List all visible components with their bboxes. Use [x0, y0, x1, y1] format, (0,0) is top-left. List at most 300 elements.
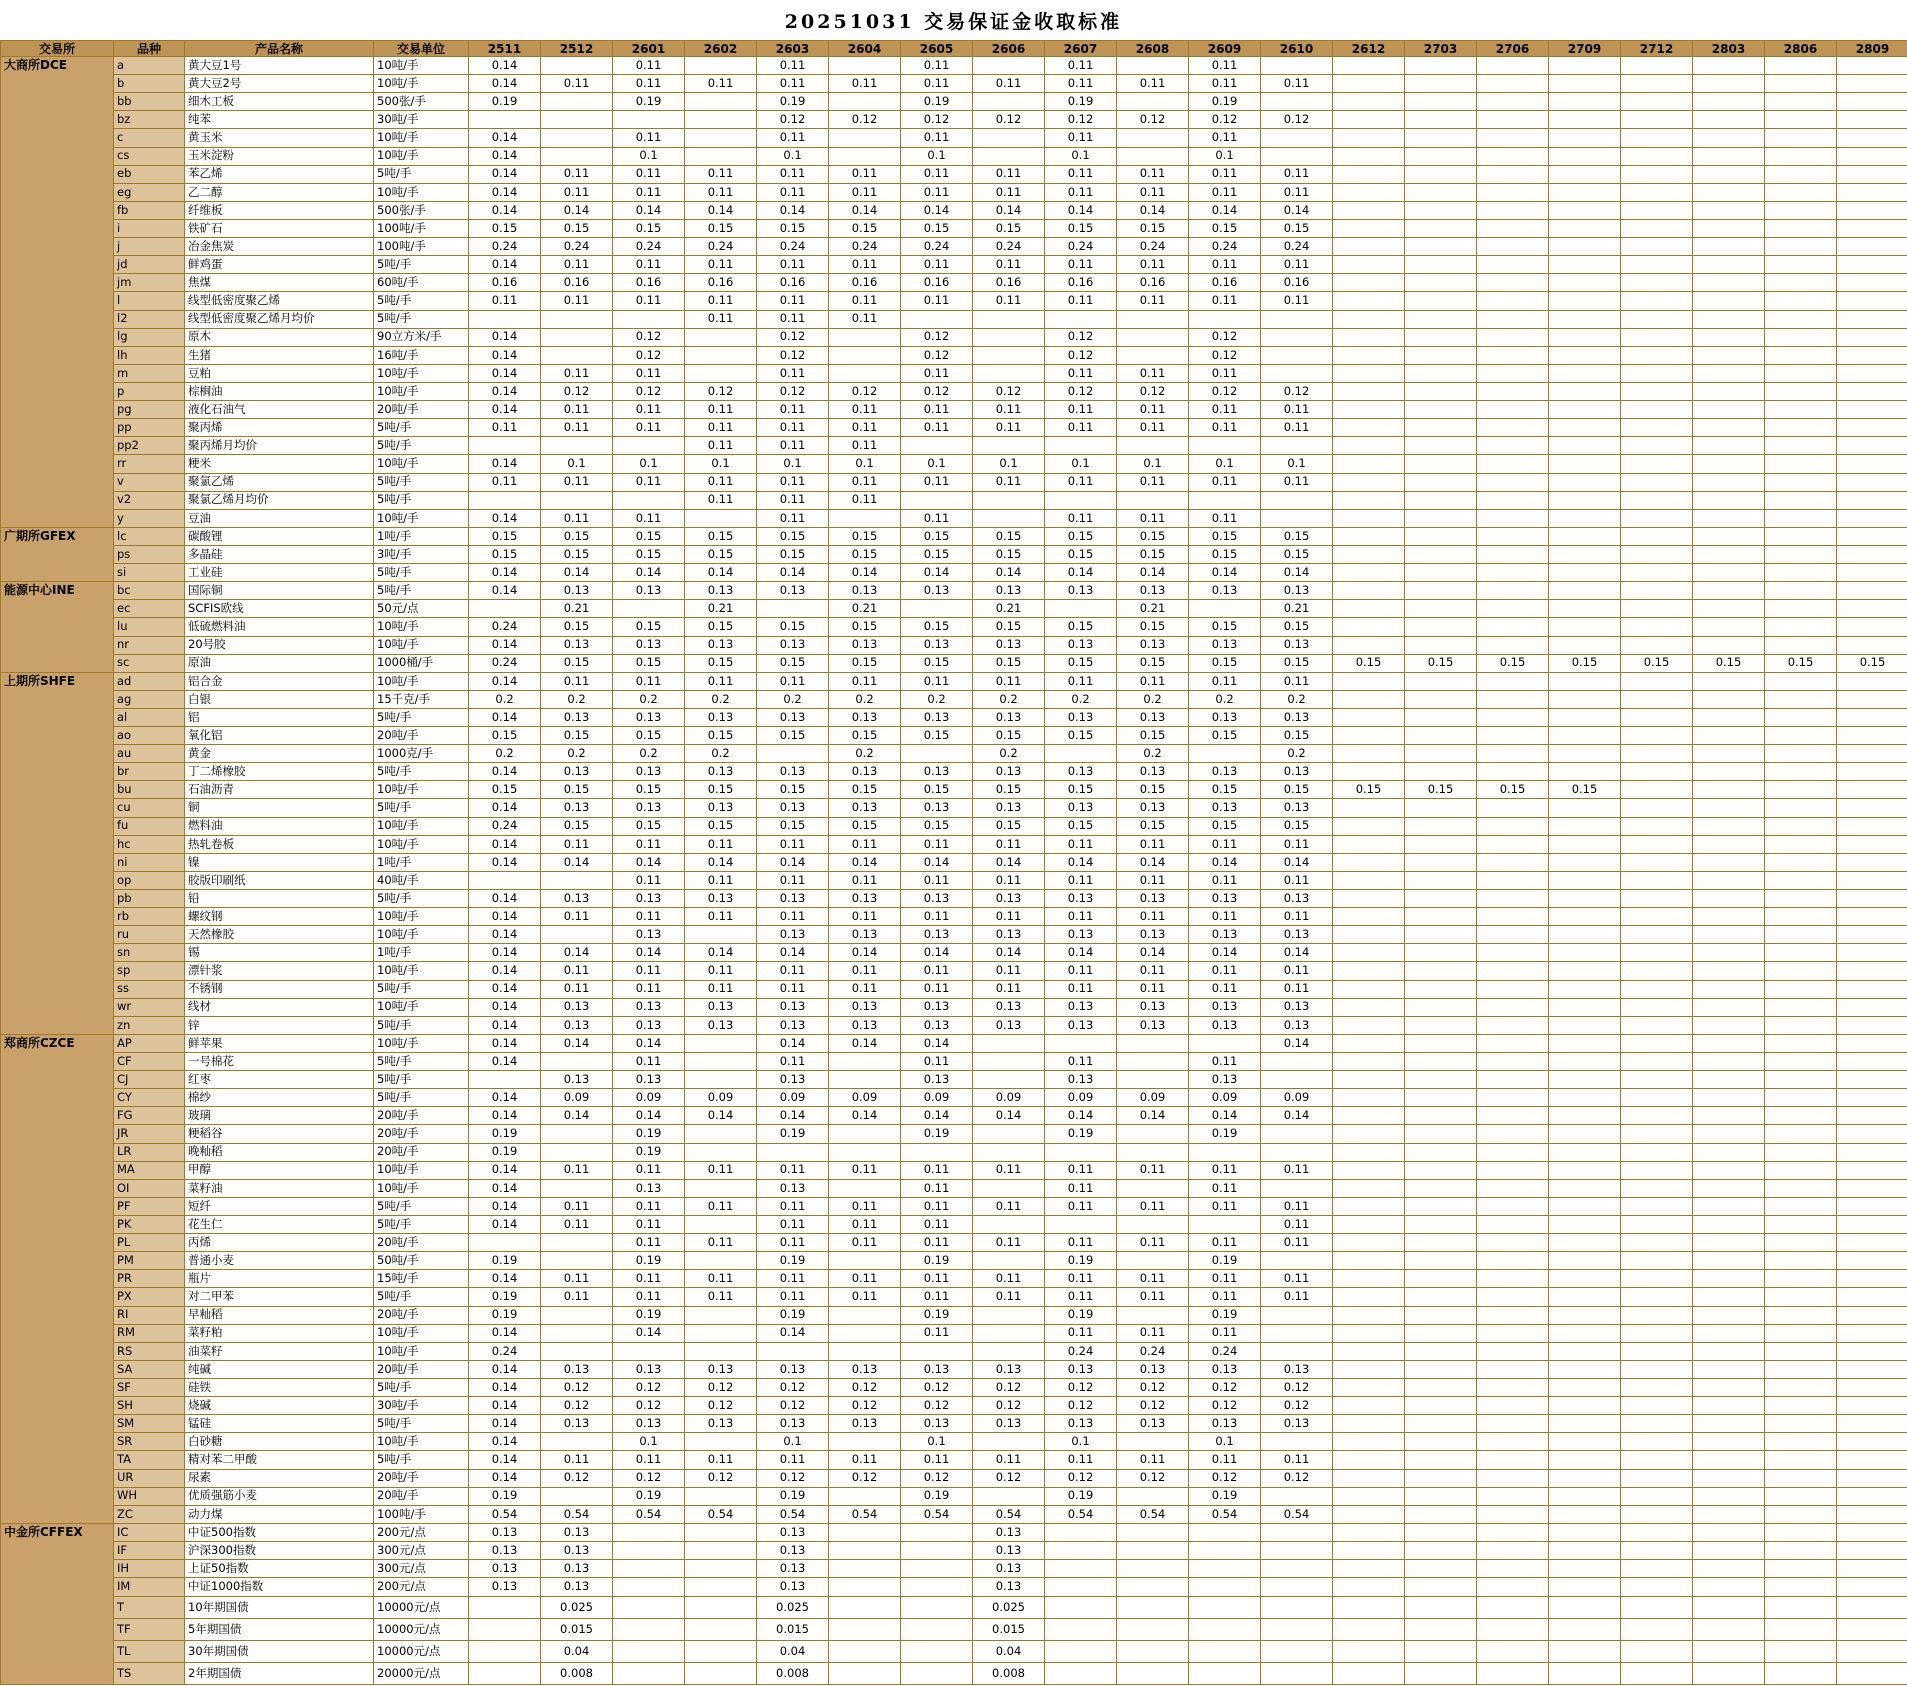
- margin-value-cell: [1693, 491, 1765, 509]
- margin-value-cell: [1765, 1597, 1837, 1619]
- margin-value-cell: 0.12: [1045, 111, 1117, 129]
- margin-value-cell: 0.16: [973, 274, 1045, 292]
- margin-value-cell: 0.2: [901, 690, 973, 708]
- margin-value-cell: [1621, 310, 1693, 328]
- margin-value-cell: 0.13: [613, 890, 685, 908]
- margin-value-cell: [1477, 1397, 1549, 1415]
- product-code-cell: AP: [114, 1034, 185, 1052]
- margin-value-cell: 0.11: [1261, 962, 1333, 980]
- margin-value-cell: [1765, 1619, 1837, 1641]
- table-row: [1, 1234, 1907, 1252]
- table-row: [1, 165, 1907, 183]
- margin-value-cell: [1621, 853, 1693, 871]
- margin-value-cell: 0.13: [613, 582, 685, 600]
- product-name-cell: 锌: [185, 1016, 374, 1034]
- margin-value-cell: 0.14: [613, 1324, 685, 1342]
- margin-value-cell: 0.54: [541, 1505, 613, 1523]
- margin-value-cell: [1117, 1641, 1189, 1663]
- margin-value-cell: [1477, 310, 1549, 328]
- trade-unit-cell: 300元/点: [374, 1541, 469, 1559]
- margin-value-cell: 0.11: [901, 1270, 973, 1288]
- margin-value-cell: 0.1: [757, 1433, 829, 1451]
- margin-value-cell: [685, 129, 757, 147]
- margin-value-cell: [1837, 419, 1907, 437]
- margin-value-cell: [1045, 1034, 1117, 1052]
- margin-value-cell: 0.11: [757, 75, 829, 93]
- table-row: [1, 1469, 1907, 1487]
- margin-value-cell: 0.11: [901, 364, 973, 382]
- margin-value-cell: [1765, 1071, 1837, 1089]
- product-name-cell: 棉纱: [185, 1089, 374, 1107]
- margin-value-cell: 0.14: [829, 1034, 901, 1052]
- trade-unit-cell: 15吨/手: [374, 1270, 469, 1288]
- margin-value-cell: [1117, 1252, 1189, 1270]
- margin-value-cell: [1333, 1397, 1405, 1415]
- margin-value-cell: [1693, 690, 1765, 708]
- margin-value-cell: 0.11: [829, 183, 901, 201]
- margin-value-cell: [469, 1619, 541, 1641]
- margin-value-cell: [1837, 274, 1907, 292]
- margin-value-cell: [1477, 1378, 1549, 1396]
- product-code-cell: sp: [114, 962, 185, 980]
- margin-value-cell: [1405, 980, 1477, 998]
- margin-value-cell: 0.11: [1045, 292, 1117, 310]
- margin-value-cell: [1333, 57, 1405, 75]
- margin-value-cell: [1765, 817, 1837, 835]
- margin-value-cell: [1261, 1523, 1333, 1541]
- margin-value-cell: [757, 745, 829, 763]
- product-code-cell: SF: [114, 1378, 185, 1396]
- margin-value-cell: [1405, 1342, 1477, 1360]
- trade-unit-cell: 10吨/手: [374, 147, 469, 165]
- margin-value-cell: [613, 491, 685, 509]
- margin-value-cell: 0.15: [1189, 219, 1261, 237]
- margin-value-cell: [1477, 980, 1549, 998]
- margin-value-cell: [1333, 1270, 1405, 1288]
- margin-value-cell: [685, 509, 757, 527]
- margin-value-cell: 0.11: [901, 165, 973, 183]
- product-name-cell: 粳稻谷: [185, 1125, 374, 1143]
- margin-value-cell: [1333, 980, 1405, 998]
- margin-value-cell: [1837, 1143, 1907, 1161]
- margin-value-cell: [1333, 998, 1405, 1016]
- product-code-cell: al: [114, 708, 185, 726]
- margin-value-cell: [1477, 1433, 1549, 1451]
- margin-value-cell: [1549, 980, 1621, 998]
- margin-value-cell: 0.13: [685, 1415, 757, 1433]
- margin-value-cell: [1693, 1216, 1765, 1234]
- margin-value-cell: [1405, 1306, 1477, 1324]
- margin-value-cell: 0.15: [1117, 219, 1189, 237]
- margin-value-cell: [541, 1306, 613, 1324]
- margin-value-cell: 0.19: [613, 1143, 685, 1161]
- margin-value-cell: 0.015: [973, 1619, 1045, 1641]
- margin-value-cell: [613, 437, 685, 455]
- margin-value-cell: [1837, 292, 1907, 310]
- margin-value-cell: [1405, 401, 1477, 419]
- margin-value-cell: [1765, 708, 1837, 726]
- margin-value-cell: 0.13: [829, 1360, 901, 1378]
- product-name-cell: 花生仁: [185, 1216, 374, 1234]
- product-name-cell: 燃料油: [185, 817, 374, 835]
- margin-value-cell: [1117, 1306, 1189, 1324]
- margin-value-cell: [1765, 1433, 1837, 1451]
- margin-value-cell: [1333, 1541, 1405, 1559]
- margin-value-cell: 0.11: [541, 75, 613, 93]
- margin-value-cell: [1693, 219, 1765, 237]
- margin-value-cell: [1333, 582, 1405, 600]
- margin-value-cell: [1549, 962, 1621, 980]
- trade-unit-cell: 10吨/手: [374, 57, 469, 75]
- trade-unit-cell: 500张/手: [374, 93, 469, 111]
- margin-value-cell: [1333, 1324, 1405, 1342]
- margin-value-cell: 0.11: [1045, 129, 1117, 147]
- margin-value-cell: 0.14: [613, 201, 685, 219]
- product-name-cell: 细木工板: [185, 93, 374, 111]
- margin-value-cell: 0.15: [1549, 781, 1621, 799]
- margin-value-cell: 0.13: [541, 1541, 613, 1559]
- margin-value-cell: 0.12: [757, 346, 829, 364]
- margin-value-cell: 0.54: [901, 1505, 973, 1523]
- margin-value-cell: [541, 93, 613, 111]
- margin-value-cell: [1837, 1360, 1907, 1378]
- margin-value-cell: [685, 1641, 757, 1663]
- margin-value-cell: 0.14: [469, 962, 541, 980]
- margin-value-cell: 0.13: [1117, 708, 1189, 726]
- margin-value-cell: [1837, 1216, 1907, 1234]
- margin-value-cell: [973, 1143, 1045, 1161]
- margin-value-cell: 0.14: [1261, 1034, 1333, 1052]
- product-code-cell: op: [114, 871, 185, 889]
- product-name-cell: 不锈钢: [185, 980, 374, 998]
- table-row: [1, 1288, 1907, 1306]
- margin-value-cell: [1693, 364, 1765, 382]
- margin-value-cell: [613, 1641, 685, 1663]
- margin-value-cell: 0.2: [685, 690, 757, 708]
- margin-value-cell: [1693, 328, 1765, 346]
- margin-value-cell: [685, 1252, 757, 1270]
- table-row: [1, 908, 1907, 926]
- margin-value-cell: 0.14: [1261, 853, 1333, 871]
- product-code-cell: ss: [114, 980, 185, 998]
- margin-value-cell: 0.11: [901, 1234, 973, 1252]
- margin-value-cell: [1765, 1197, 1837, 1215]
- product-name-cell: 中证500指数: [185, 1523, 374, 1541]
- margin-value-cell: 0.13: [901, 1360, 973, 1378]
- margin-value-cell: [1477, 491, 1549, 509]
- table-row: [1, 890, 1907, 908]
- margin-value-cell: [1693, 437, 1765, 455]
- margin-value-cell: 0.19: [1189, 1306, 1261, 1324]
- product-code-cell: au: [114, 745, 185, 763]
- product-name-cell: 铅: [185, 890, 374, 908]
- margin-value-cell: [1117, 1053, 1189, 1071]
- product-code-cell: eg: [114, 183, 185, 201]
- margin-value-cell: [1333, 1234, 1405, 1252]
- margin-value-cell: [1837, 1541, 1907, 1559]
- margin-value-cell: 0.13: [973, 1360, 1045, 1378]
- margin-value-cell: 0.11: [1045, 1179, 1117, 1197]
- margin-value-cell: [1621, 1342, 1693, 1360]
- margin-value-cell: [1117, 1541, 1189, 1559]
- table-row: [1, 1560, 1907, 1578]
- margin-value-cell: 0.13: [757, 582, 829, 600]
- margin-value-cell: [1405, 328, 1477, 346]
- margin-value-cell: [1693, 401, 1765, 419]
- margin-value-cell: [1261, 491, 1333, 509]
- margin-value-cell: 0.13: [1189, 1360, 1261, 1378]
- margin-value-cell: 0.21: [829, 600, 901, 618]
- margin-value-cell: 0.19: [469, 1487, 541, 1505]
- margin-value-cell: [1837, 690, 1907, 708]
- margin-value-cell: [1837, 1597, 1907, 1619]
- margin-value-cell: 0.11: [613, 1451, 685, 1469]
- margin-value-cell: 0.15: [685, 219, 757, 237]
- margin-value-cell: 0.11: [1045, 1270, 1117, 1288]
- margin-value-cell: [829, 1433, 901, 1451]
- product-code-cell: RM: [114, 1324, 185, 1342]
- margin-value-cell: 0.14: [613, 853, 685, 871]
- product-code-cell: ag: [114, 690, 185, 708]
- margin-value-cell: [469, 1597, 541, 1619]
- column-header: 2607: [1045, 41, 1117, 57]
- margin-value-cell: [1261, 1487, 1333, 1505]
- margin-value-cell: 0.12: [829, 382, 901, 400]
- margin-value-cell: 0.11: [541, 165, 613, 183]
- trade-unit-cell: 5吨/手: [374, 1089, 469, 1107]
- margin-value-cell: [973, 147, 1045, 165]
- margin-value-cell: [1477, 1469, 1549, 1487]
- margin-value-cell: [1693, 455, 1765, 473]
- margin-value-cell: [685, 1071, 757, 1089]
- margin-value-cell: 0.11: [901, 1053, 973, 1071]
- margin-value-cell: 0.11: [1189, 835, 1261, 853]
- margin-value-cell: 0.13: [613, 1071, 685, 1089]
- margin-value-cell: 0.11: [613, 835, 685, 853]
- margin-value-cell: 0.12: [613, 346, 685, 364]
- trade-unit-cell: 5吨/手: [374, 1288, 469, 1306]
- margin-value-cell: [1477, 1451, 1549, 1469]
- margin-value-cell: 0.11: [973, 1234, 1045, 1252]
- margin-value-cell: 0.11: [1189, 1288, 1261, 1306]
- margin-value-cell: [685, 1216, 757, 1234]
- margin-value-cell: [1117, 310, 1189, 328]
- margin-value-cell: [1549, 75, 1621, 93]
- margin-value-cell: [1477, 1487, 1549, 1505]
- margin-value-cell: [1549, 1578, 1621, 1597]
- margin-value-cell: [1477, 727, 1549, 745]
- margin-value-cell: [1477, 690, 1549, 708]
- product-name-cell: 天然橡胶: [185, 926, 374, 944]
- margin-value-cell: [541, 346, 613, 364]
- margin-value-cell: [1693, 1451, 1765, 1469]
- product-code-cell: p: [114, 382, 185, 400]
- margin-value-cell: 0.11: [1117, 292, 1189, 310]
- margin-value-cell: 0.11: [757, 871, 829, 889]
- product-code-cell: ru: [114, 926, 185, 944]
- margin-value-cell: [1117, 1578, 1189, 1597]
- margin-value-cell: [1261, 437, 1333, 455]
- margin-value-cell: 0.14: [469, 708, 541, 726]
- margin-value-cell: 0.11: [1261, 980, 1333, 998]
- margin-value-cell: 0.13: [1117, 799, 1189, 817]
- margin-value-cell: 0.15: [901, 781, 973, 799]
- table-row: [1, 1523, 1907, 1541]
- margin-value-cell: 0.11: [757, 509, 829, 527]
- margin-value-cell: 0.11: [1189, 473, 1261, 491]
- margin-value-cell: 0.11: [1117, 1197, 1189, 1215]
- margin-value-cell: [1333, 165, 1405, 183]
- margin-value-cell: 0.11: [1117, 401, 1189, 419]
- product-code-cell: bb: [114, 93, 185, 111]
- table-row: [1, 382, 1907, 400]
- margin-value-cell: 0.14: [469, 1324, 541, 1342]
- margin-value-cell: [829, 1306, 901, 1324]
- margin-value-cell: [469, 491, 541, 509]
- margin-value-cell: [1117, 147, 1189, 165]
- margin-value-cell: [1549, 708, 1621, 726]
- margin-value-cell: [1333, 1288, 1405, 1306]
- margin-value-cell: 0.15: [469, 219, 541, 237]
- margin-value-cell: [1765, 618, 1837, 636]
- product-name-cell: SCFIS欧线: [185, 600, 374, 618]
- margin-value-cell: 0.11: [901, 980, 973, 998]
- margin-value-cell: [1621, 1578, 1693, 1597]
- trade-unit-cell: 200元/点: [374, 1578, 469, 1597]
- margin-value-cell: [1405, 636, 1477, 654]
- margin-value-cell: [1117, 57, 1189, 75]
- margin-value-cell: 0.11: [757, 364, 829, 382]
- margin-value-cell: [1405, 1216, 1477, 1234]
- margin-value-cell: 0.15: [901, 654, 973, 672]
- margin-value-cell: 0.15: [685, 654, 757, 672]
- table-row: [1, 654, 1907, 672]
- margin-value-cell: 0.11: [1189, 292, 1261, 310]
- margin-value-cell: [973, 509, 1045, 527]
- margin-value-cell: [1837, 1433, 1907, 1451]
- margin-value-cell: [1693, 1161, 1765, 1179]
- margin-value-cell: [1837, 111, 1907, 129]
- margin-value-cell: 0.2: [613, 690, 685, 708]
- margin-value-cell: [1405, 238, 1477, 256]
- margin-value-cell: 0.11: [1261, 419, 1333, 437]
- margin-value-cell: 0.11: [1117, 1270, 1189, 1288]
- margin-value-cell: 0.11: [829, 672, 901, 690]
- margin-value-cell: [1621, 1197, 1693, 1215]
- margin-value-cell: [1333, 962, 1405, 980]
- margin-value-cell: [1405, 926, 1477, 944]
- margin-value-cell: 0.12: [901, 1397, 973, 1415]
- margin-value-cell: [1045, 1641, 1117, 1663]
- margin-value-cell: 0.11: [757, 980, 829, 998]
- margin-value-cell: [1477, 1578, 1549, 1597]
- margin-value-cell: 0.13: [757, 1578, 829, 1597]
- margin-value-cell: 0.015: [541, 1619, 613, 1641]
- table-row: [1, 419, 1907, 437]
- margin-value-cell: [1837, 491, 1907, 509]
- margin-value-cell: 0.14: [757, 944, 829, 962]
- margin-value-cell: [1837, 527, 1907, 545]
- margin-value-cell: [1765, 129, 1837, 147]
- margin-value-cell: [1333, 763, 1405, 781]
- margin-value-cell: 0.13: [541, 636, 613, 654]
- margin-value-cell: 0.11: [757, 835, 829, 853]
- margin-value-cell: [1189, 1523, 1261, 1541]
- table-row: [1, 1324, 1907, 1342]
- margin-value-cell: 0.24: [541, 238, 613, 256]
- trade-unit-cell: 10吨/手: [374, 1433, 469, 1451]
- margin-value-cell: 0.15: [1261, 527, 1333, 545]
- margin-value-cell: 0.11: [1045, 1324, 1117, 1342]
- margin-value-cell: 0.13: [757, 1071, 829, 1089]
- table-row: [1, 310, 1907, 328]
- margin-value-cell: [1405, 1541, 1477, 1559]
- margin-value-cell: 0.1: [1189, 455, 1261, 473]
- margin-value-cell: 0.13: [973, 1578, 1045, 1597]
- margin-value-cell: [1405, 1578, 1477, 1597]
- margin-value-cell: [1045, 745, 1117, 763]
- margin-value-cell: 0.11: [1117, 871, 1189, 889]
- product-code-cell: cu: [114, 799, 185, 817]
- margin-value-cell: [1765, 328, 1837, 346]
- margin-value-cell: [1693, 1433, 1765, 1451]
- margin-value-cell: [1621, 1161, 1693, 1179]
- margin-value-cell: 0.11: [1189, 1053, 1261, 1071]
- margin-value-cell: [685, 1523, 757, 1541]
- margin-value-cell: [1837, 346, 1907, 364]
- margin-value-cell: 0.12: [757, 111, 829, 129]
- margin-value-cell: 0.14: [1117, 944, 1189, 962]
- margin-value-cell: [1405, 1433, 1477, 1451]
- margin-value-cell: 0.15: [1045, 545, 1117, 563]
- margin-value-cell: [1405, 1016, 1477, 1034]
- margin-value-cell: 0.11: [757, 1216, 829, 1234]
- margin-value-cell: [1549, 1161, 1621, 1179]
- margin-value-cell: [1333, 1433, 1405, 1451]
- margin-value-cell: [1837, 1523, 1907, 1541]
- margin-value-cell: 0.11: [901, 672, 973, 690]
- margin-value-cell: 0.14: [757, 853, 829, 871]
- trade-unit-cell: 10吨/手: [374, 618, 469, 636]
- margin-value-cell: [1405, 998, 1477, 1016]
- margin-value-cell: [1693, 1360, 1765, 1378]
- product-code-cell: SH: [114, 1397, 185, 1415]
- margin-value-cell: 0.14: [541, 1034, 613, 1052]
- margin-value-cell: 0.11: [901, 75, 973, 93]
- margin-value-cell: [1333, 817, 1405, 835]
- margin-value-cell: [469, 1641, 541, 1663]
- margin-value-cell: [685, 1597, 757, 1619]
- margin-value-cell: 0.14: [973, 201, 1045, 219]
- product-code-cell: m: [114, 364, 185, 382]
- margin-value-cell: [469, 1071, 541, 1089]
- margin-value-cell: [1333, 75, 1405, 93]
- margin-value-cell: 0.11: [685, 310, 757, 328]
- margin-value-cell: [685, 57, 757, 75]
- margin-value-cell: [1333, 328, 1405, 346]
- trade-unit-cell: 10吨/手: [374, 962, 469, 980]
- margin-value-cell: [1477, 238, 1549, 256]
- margin-value-cell: 0.14: [757, 1324, 829, 1342]
- margin-value-cell: [901, 1143, 973, 1161]
- margin-value-cell: 0.15: [1189, 727, 1261, 745]
- margin-value-cell: [1333, 799, 1405, 817]
- margin-value-cell: [1117, 1143, 1189, 1161]
- margin-value-cell: 0.11: [829, 835, 901, 853]
- margin-value-cell: 0.09: [685, 1089, 757, 1107]
- margin-value-cell: [1693, 201, 1765, 219]
- margin-value-cell: [1837, 1071, 1907, 1089]
